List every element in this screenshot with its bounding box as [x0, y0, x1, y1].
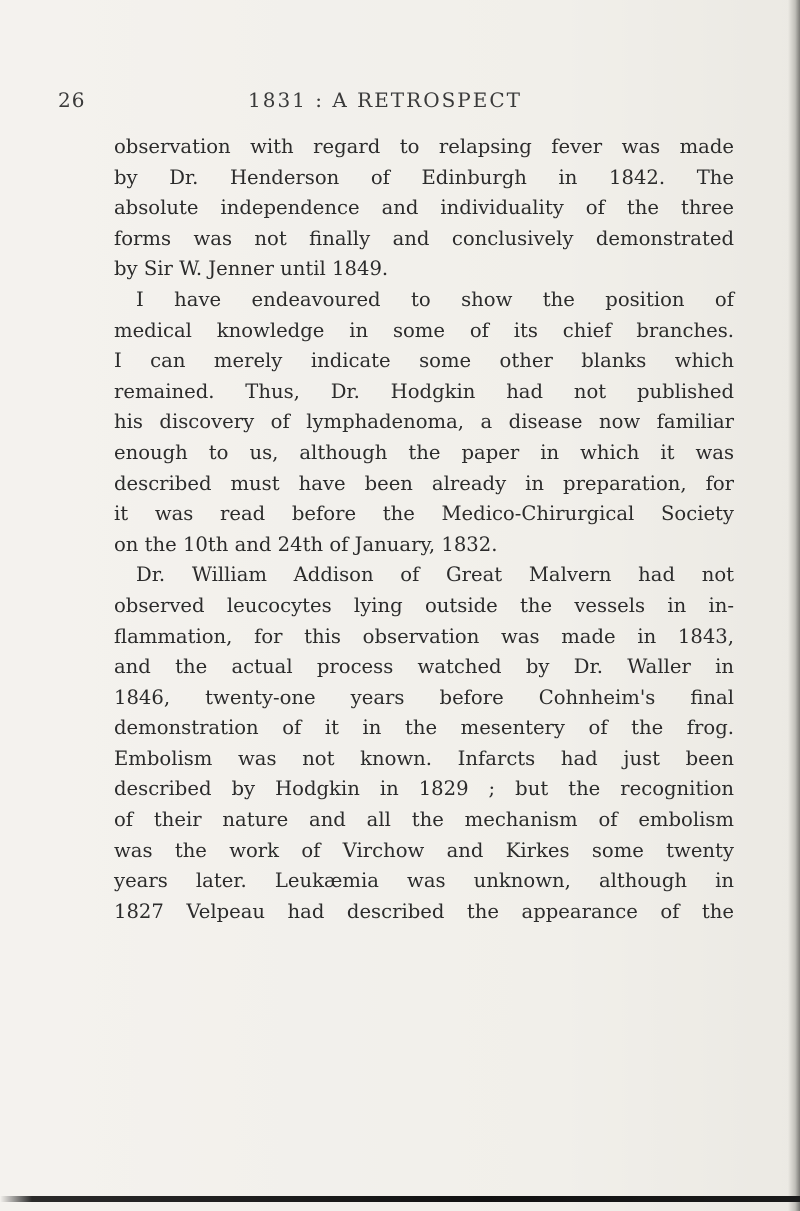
text-line: by Dr. Henderson of Edinburgh in 1842. The: [114, 165, 734, 189]
page-header: [58, 88, 698, 118]
bottom-edge-bar: [0, 1196, 800, 1202]
text-line: I can merely indicate some other blanks which: [114, 349, 734, 373]
text-line: enough to us, although the paper in which it was: [114, 440, 734, 464]
text-line: observation with regard to relapsing fever was made: [114, 135, 734, 158]
text-line: his discovery of lymphadenoma, a disease now familiar: [114, 410, 734, 434]
page-number: 26: [58, 88, 86, 112]
running-head: 1831 : A RETROSPECT: [248, 88, 523, 112]
text-line: on the 10th and 24th of January, 1832.: [114, 532, 498, 556]
text-line: forms was not finally and conclusively demonstrated: [114, 226, 734, 250]
text-line: demonstration of it in the mesentery of the frog.: [114, 716, 734, 740]
text-line: by Sir W. Jenner until 1849.: [114, 257, 389, 281]
text-line: 1846, twenty-one years before Cohnheim's final: [114, 685, 734, 709]
text-line: of their nature and all the mechanism of embolism: [114, 808, 734, 832]
text-line: described must have been already in preparation, for: [114, 471, 734, 495]
bottom-edge-rule: [0, 1196, 800, 1211]
text-line: Embolism was not known. Infarcts had just been: [114, 746, 734, 770]
text-line: medical knowledge in some of its chief branches.: [114, 318, 734, 342]
text-line: Dr. William Addison of Great Malvern had not: [136, 563, 734, 587]
page-edge-shadow: [788, 0, 800, 1211]
text-line: absolute independence and individuality of the three: [114, 196, 734, 220]
text-line: and the actual process watched by Dr. Waller in: [114, 655, 734, 679]
text-line: 1827 Velpeau had described the appearance of the: [114, 899, 734, 923]
text-line: it was read before the Medico-Chirurgical Society: [114, 502, 734, 526]
text-line: years later. Leukæmia was unknown, although in: [114, 869, 734, 893]
text-line: was the work of Virchow and Kirkes some twenty: [114, 838, 734, 862]
text-line: remained. Thus, Dr. Hodgkin had not published: [114, 379, 734, 403]
text-line: described by Hodgkin in 1829 ; but the recognition: [114, 777, 734, 801]
text-line: flammation, for this observation was made in 1843,: [114, 624, 734, 648]
text-line: observed leucocytes lying outside the vessels in in-: [114, 593, 734, 617]
body-text: [114, 132, 734, 927]
text-line: I have endeavoured to show the position of: [136, 287, 734, 311]
